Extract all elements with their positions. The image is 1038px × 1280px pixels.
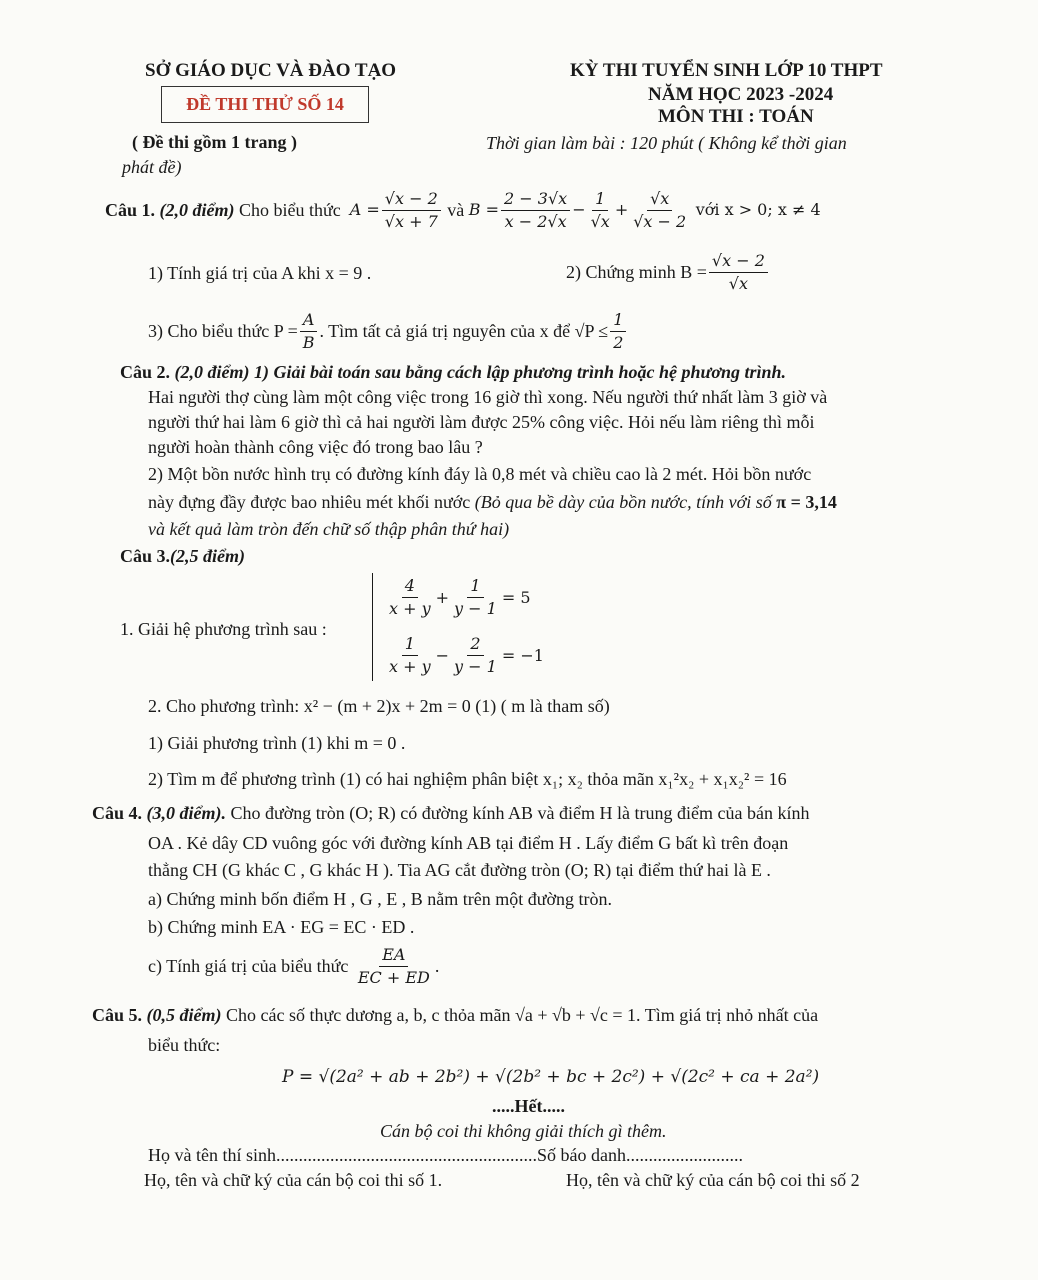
q2-line1: Hai người thợ cùng làm một công việc trong 16 giờ thì xong. Nếu người thứ nhất làm 3 giờ và (148, 387, 828, 407)
q3-equation-2: $\frac{1}{x + y}$ − $\frac{2}{y - 1}$ = −1 (389, 633, 544, 676)
q4-line1: Câu 4. (3,0 điểm). Cho đường tròn (O; R) có đường kính AB và điểm H là trung điểm của bán kính (92, 803, 810, 823)
end-marker: .....Hết..... (492, 1096, 565, 1116)
student-info-line: Họ và tên thí sinh..........................................................Số báo danh.......................... (148, 1145, 743, 1165)
q1-part3-fraction: $\frac{A}{B}$ (300, 311, 318, 352)
q2-line5: này đựng đầy được bao nhiêu mét khối nước (Bỏ qua bề dày của bồn nước, tính với số π = 3,14 (148, 492, 837, 512)
q2-line2: người thứ hai làm 6 giờ thì cả hai người làm được 25% công việc. Hỏi nếu làm riêng thì mỗi (148, 412, 815, 432)
time-limit: Thời gian làm bài : 120 phút ( Không kể thời gian (486, 133, 847, 153)
q1-points: (2,0 điểm) (159, 200, 235, 220)
q1-part2-fraction: $\frac{√x - 2}{√x}$ (709, 252, 768, 293)
q5-line2: biểu thức: (148, 1035, 221, 1055)
q2-line3: người hoàn thành công việc đó trong bao lâu ? (148, 437, 483, 457)
school-year: NĂM HỌC 2023 -2024 (648, 84, 834, 105)
q1-intro: Cho biểu thức (239, 200, 341, 220)
q1-condition: với x > 0; x ≠ 4 (695, 200, 821, 219)
system-brace (372, 573, 383, 681)
q2-heading: Câu 2. (2,0 điểm) 1) Giải bài toán sau bằng cách lập phương trình hoặc hệ phương trình. (120, 362, 787, 382)
q1-b-fraction-1: $\frac{2 - 3√x}{x - 2√x}$ (501, 190, 570, 231)
q3-equation-intro: 2. Cho phương trình: x² − (m + 2)x + 2m = 0 (1) ( m là tham số) (148, 696, 610, 716)
q1-b-fraction-3: $\frac{√x}{√x - 2}$ (633, 188, 687, 231)
q3-system-intro: 1. Giải hệ phương trình sau : (120, 619, 327, 639)
proctor-2-signature: Họ, tên và chữ ký của cán bộ coi thi số 2 (566, 1170, 860, 1190)
pages-note: ( Đề thi gồm 1 trang ) (132, 132, 297, 152)
proctor-note: Cán bộ coi thi không giải thích gì thêm. (380, 1121, 667, 1141)
q1-line: Câu 1. (2,0 điểm) Cho biểu thức A = $\frac{√x - 2}{√x + 7}$ và B = $\frac{2 - 3√x}{x - 2√x}$ − $\frac{1}{√x}$ + $\frac{√x}{√x - 2}$ với x > 0; x ≠ 4 (105, 188, 821, 231)
q1-a-expr: A = (349, 200, 380, 219)
q5-line1: Câu 5. (0,5 điểm) Cho các số thực dương a, b, c thỏa mãn √a + √b + √c = 1. Tìm giá trị nhỏ nhất của (92, 1005, 819, 1025)
q3-part2: 2) Tìm m để phương trình (1) có hai nghiệm phân biệt x₁; x₂ thỏa mãn x₁²x₂ + x₁x₂² = 16 (148, 769, 787, 789)
q4-fraction: $\frac{EA}{EC + ED}$ (357, 944, 430, 987)
subject: MÔN THI : TOÁN (658, 106, 814, 127)
q1-label: Câu 1. (105, 200, 156, 220)
q4-line2: OA . Kẻ dây CD vuông góc với đường kính AB tại điểm H . Lấy điểm G bất kì trên đoạn (148, 833, 789, 853)
q3-equation-1: $\frac{4}{x + y}$ + $\frac{1}{y - 1}$ = 5 (389, 575, 531, 618)
department-name: SỞ GIÁO DỤC VÀ ĐÀO TẠO (145, 60, 397, 81)
q1-a-fraction: $\frac{√x - 2}{√x + 7}$ (382, 190, 441, 231)
q1-b-fraction-2: $\frac{1}{√x}$ (590, 188, 610, 231)
exam-number-box: ĐỀ THI THỬ SỐ 14 (161, 86, 369, 123)
q1-part2: 2) Chứng minh B = $\frac{√x - 2}{√x}$ (566, 248, 770, 296)
exam-title: KỲ THI TUYỂN SINH LỚP 10 THPT (570, 60, 883, 81)
q3-heading: Câu 3.(2,5 điểm) (120, 546, 245, 566)
q4-part-c: c) Tính giá trị của biểu thức $\frac{EA}{EC + ED}$ . (148, 944, 440, 987)
q1-part1: 1) Tính giá trị của A khi x = 9 . (148, 263, 372, 283)
q1-b-expr: B = (468, 200, 500, 219)
q5-formula: P = √(2a² + ab + 2b²) + √(2b² + bc + 2c²) + √(2c² + ca + 2a²) (282, 1067, 820, 1087)
q4-line3: thẳng CH (G khác C , G khác H ). Tia AG cắt đường tròn (O; R) tại điểm thứ hai là E . (148, 860, 771, 880)
q1-and: và (447, 200, 465, 220)
q2-line6: và kết quả làm tròn đến chữ số thập phân thứ hai) (148, 519, 510, 539)
time-limit-cont: phát đề) (122, 157, 182, 177)
proctor-1-signature: Họ, tên và chữ ký của cán bộ coi thi số 1. (144, 1170, 443, 1190)
q1-part3-half: $\frac{1}{2}$ (610, 311, 626, 352)
q4-part-b: b) Chứng minh EA · EG = EC · ED . (148, 917, 415, 937)
q3-part1: 1) Giải phương trình (1) khi m = 0 . (148, 733, 406, 753)
q4-part-a: a) Chứng minh bốn điểm H , G , E , B nằm trên một đường tròn. (148, 889, 612, 909)
q2-line4: 2) Một bồn nước hình trụ có đường kính đáy là 0,8 mét và chiều cao là 2 mét. Hỏi bồn nước (148, 464, 812, 484)
q1-part3: 3) Cho biểu thức P = $\frac{A}{B}$ . Tìm tất cả giá trị nguyên của x để √P ≤ $\frac{1}{2}$ (148, 307, 628, 355)
